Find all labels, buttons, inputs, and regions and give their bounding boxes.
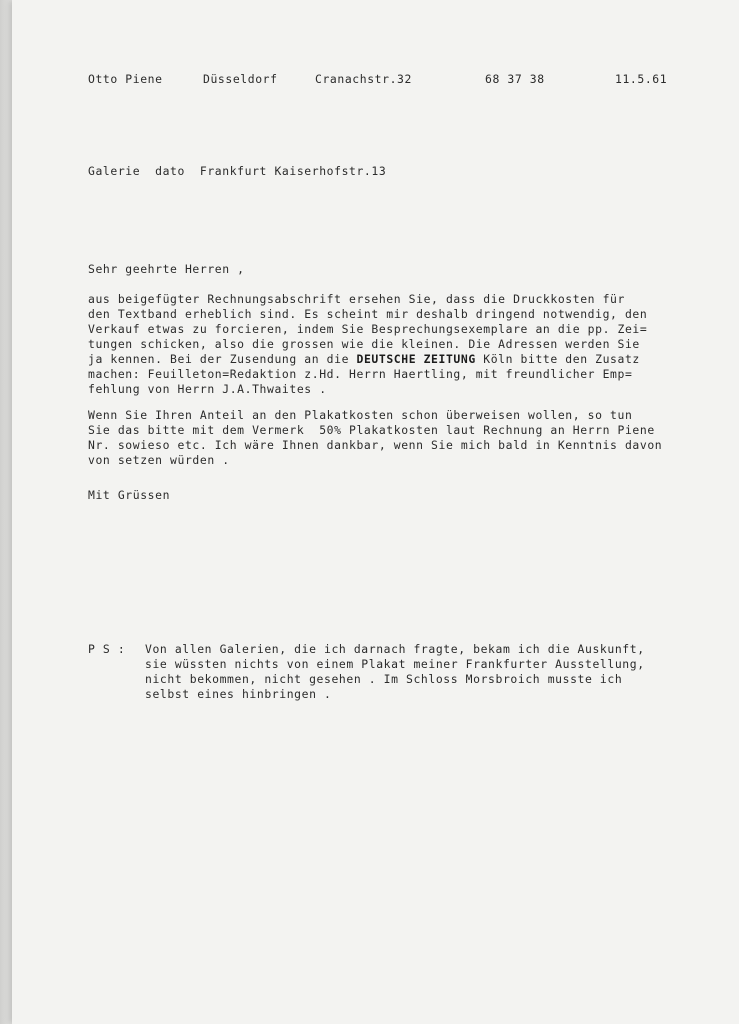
sender-name: Otto Piene xyxy=(88,72,163,86)
paragraph-line: Nr. sowieso etc. Ich wäre Ihnen dankbar, wenn Sie mich bald in Kenntnis davon xyxy=(88,438,663,452)
paragraph-2 xyxy=(88,408,728,478)
paragraph-1 xyxy=(88,292,728,412)
paragraph-line: tungen schicken, also die grossen wie die kleinen. Die Adressen werden Sie xyxy=(88,337,640,351)
newspaper-name: DEUTSCHE ZEITUNG xyxy=(356,352,476,366)
postscript-line: sie wüssten nichts von einem Plakat meiner Frankfurter Ausstellung, xyxy=(145,657,645,671)
paragraph-line: Sie das bitte mit dem Vermerk 50% Plakatkosten laut Rechnung an Herrn Piene xyxy=(88,423,655,437)
paragraph-line: Verkauf etwas zu forcieren, indem Sie Besprechungsexemplare an die pp. Zei= xyxy=(88,322,648,336)
paragraph-line: den Textband erheblich sind. Es scheint mir deshalb dringend notwendig, den xyxy=(88,307,648,321)
postscript-line: selbst eines hinbringen . xyxy=(145,687,332,701)
salutation: Sehr geehrte Herren , xyxy=(88,262,245,276)
paragraph-line: Wenn Sie Ihren Anteil an den Plakatkosten schon überweisen wollen, so tun xyxy=(88,408,633,422)
paragraph-line: fehlung von Herrn J.A.Thwaites . xyxy=(88,382,327,396)
letter-date: 11.5.61 xyxy=(615,72,668,86)
postscript-line: nicht bekommen, nicht gesehen . Im Schloss Morsbroich musste ich xyxy=(145,672,623,686)
recipient-address: Galerie dato Frankfurt Kaiserhofstr.13 xyxy=(88,164,387,178)
paragraph-line-end: Köln bitte den Zusatz xyxy=(475,352,640,366)
paragraph-line: machen: Feuilleton=Redaktion z.Hd. Herrn Haertling, mit freundlicher Emp= xyxy=(88,367,633,381)
sender-street: Cranachstr.32 xyxy=(315,72,412,86)
paper-edge-shadow xyxy=(0,0,12,1024)
paragraph-line xyxy=(88,352,640,366)
sender-city: Düsseldorf xyxy=(203,72,278,86)
postscript-body xyxy=(145,642,735,712)
paragraph-line-start: ja kennen. Bei der Zusendung an die xyxy=(88,352,357,366)
closing: Mit Grüssen xyxy=(88,488,171,502)
sender-phone: 68 37 38 xyxy=(485,72,545,86)
postscript-label: P S : xyxy=(88,642,126,656)
paragraph-line: aus beigefügter Rechnungsabschrift ersehen Sie, dass die Druckkosten für xyxy=(88,292,625,306)
paragraph-line: von setzen würden . xyxy=(88,453,230,467)
typewritten-letter-page xyxy=(12,0,739,1024)
postscript-line: Von allen Galerien, die ich darnach fragte, bekam ich die Auskunft, xyxy=(145,642,645,656)
